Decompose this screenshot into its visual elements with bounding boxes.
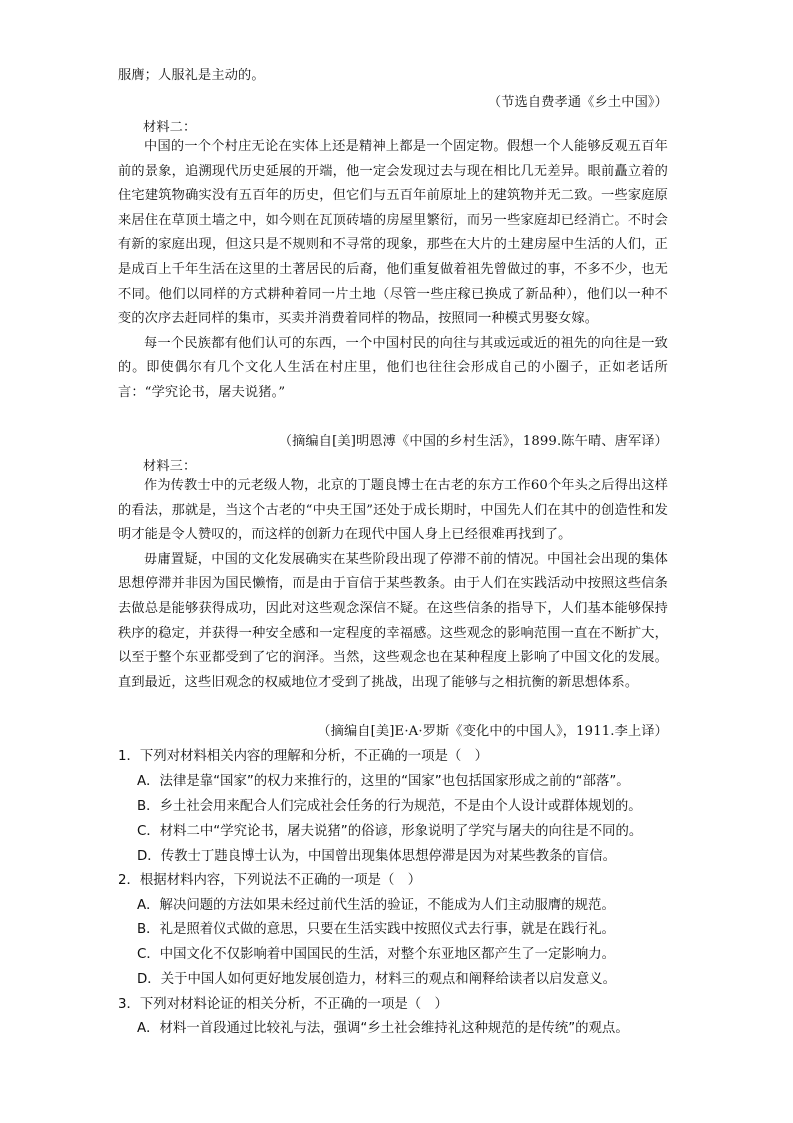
material-two-heading: 材料二： (143, 120, 197, 135)
question-2-option-c: C．中国文化不仅影响着中国国民的生活，对整个东亚地区都产生了一定影响力。 (137, 947, 616, 962)
material-three-body (118, 474, 668, 695)
material-one-source: （节选自费孝通《乡土中国》） (487, 95, 668, 110)
question-1-option-b: B．乡土社会用来配合人们完成社会任务的行为规范，不是由个人设计或群体规划的。 (137, 799, 642, 814)
material-two-source: （摘编自[美]明恩溥《中国的乡村生活》，1899.陈午晴、唐军译） (278, 434, 668, 449)
material-three-heading: 材料三： (143, 459, 197, 474)
question-2-option-b: B．礼是照着仪式做的意思，只要在生活实践中按照仪式去行事，就是在践行礼。 (137, 922, 615, 937)
question-2-stem: 2．根据材料内容，下列说法不正确的一项是（ ） (118, 873, 422, 888)
question-1-option-c: C．材料二中“学究论书，屠夫说猪”的俗谚，形象说明了学究与屠夫的向往是不同的。 (137, 824, 643, 839)
material-three-source: （摘编自[美]E·A·罗斯《变化中的中国人》，1911.李上译） (317, 724, 668, 739)
question-1-option-d: D．传教士丁韪良博士认为，中国曾出现集体思想停滞是因为对某些教条的盲信。 (137, 849, 616, 864)
material-three-paragraph-1: 作为传教士中的元老级人物，北京的丁题良博士在古老的东方工作60个年头之后得出这样的看法，那就是，当这个古老的“中央王国”还处于成长期时，中国先人们在其中的创造性和发明才能是令人赞叹的，而这样的创新力在现代中国人身上已经很难再找到了。 (118, 478, 668, 543)
material-two-paragraph-2: 每一个民族都有他们认可的东西，一个中国村民的向往与其或远或近的祖先的向往是一致的。即使偶尔有几个文化人生活在村庄里，他们也往往会形成自己的小圈子，正如老话所言：“学究论书，屠夫说猪。” (118, 335, 668, 400)
material-two-paragraph-1: 中国的一个个村庄无论在实体上还是精神上都是一个固定物。假想一个人能够反观五百年前的景象，追溯现代历史延展的开端，他一定会发现过去与现在相比几无差异。眼前矗立着的住宅建筑物确实没有五百年的历史，但它们与五百年前原址上的建筑物并无二致。一些家庭原来居住在草顶土墙之中，如今则在瓦顶砖墙的房屋里繁衍，而另一些家庭却已经消亡。不时会有新的家庭出现，但这只是不规则和不寻常的现象，那些在大片的土建房屋中生活的人们，正是成百上千年生活在这里的土著居民的后裔，他们重复做着祖先曾做过的事，不多不少，也无不同。他们以同样的方式耕种着同一片土地（尽管一些庄稼已换成了新品种），他们以一种不变的次序去赶同样的集市，买卖并消费着同样的物品，按照同一种模式男娶女嫁。 (118, 139, 668, 327)
question-1-option-a: A．法律是靠“国家”的权力来推行的，这里的“国家”也包括国家形成之前的“部落”。 (137, 774, 630, 789)
material-one-tail: 服膺；人服礼是主动的。 (118, 68, 265, 83)
question-2-option-d: D．关于中国人如何更好地发展创造力，材料三的观点和阐释给读者以启发意义。 (137, 972, 616, 987)
material-three-paragraph-2: 毋庸置疑，中国的文化发展确实在某些阶段出现了停滞不前的情况。中国社会出现的集体思想停滞并非因为国民懒惰，而是由于盲信于某些教条。由于人们在实践活动中按照这些信条去做总是能够获得成功，因此对这些观念深信不疑。在这些信条的指导下，人们基本能够保持秩序的稳定，并获得一种安全感和一定程度的幸福感。这些观念的影响范围一直在不断扩大，以至于整个东亚都受到了它的润泽。当然，这些观念也在某种程度上影响了中国文化的发展。直到最近，这些旧观念的权威地位才受到了挑战，出现了能够与之相抗衡的新思想体系。 (118, 551, 668, 690)
material-two-body (118, 135, 668, 406)
question-3-option-a: A．材料一首段通过比较礼与法，强调“乡土社会维持礼这种规范的是传统”的观点。 (137, 1021, 629, 1036)
question-3-stem: 3．下列对材料论证的相关分析，不正确的一项是（ ） (118, 997, 448, 1012)
question-2-option-a: A．解决问题的方法如果未经过前代生活的验证，不能成为人们主动服膺的规范。 (137, 898, 615, 913)
question-1-stem: 1．下列对材料相关内容的理解和分析，不正确的一项是（ ） (118, 749, 489, 764)
